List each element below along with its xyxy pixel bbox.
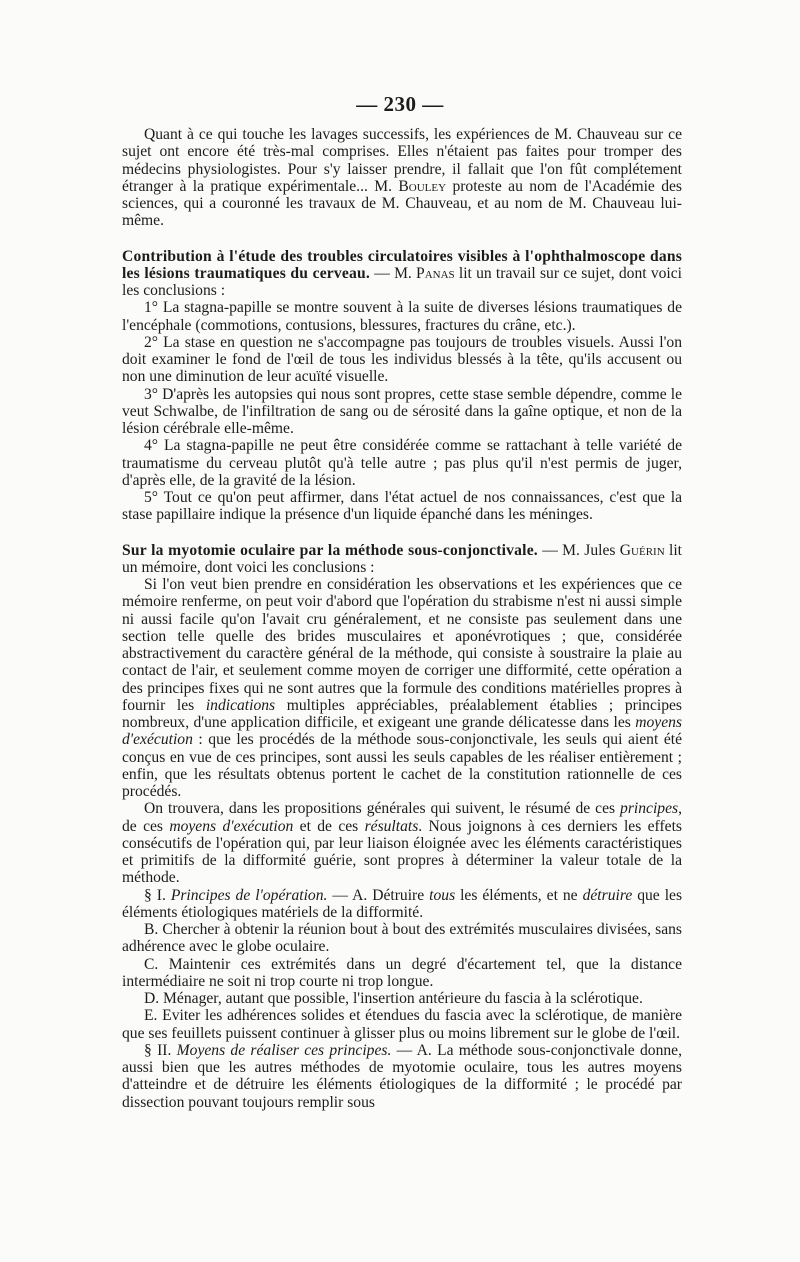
means-section-mark: § II. [144, 1041, 177, 1059]
intro-text-start: Quant à ce qui touche les lavages successifs, les expériences de M. Chauveau sur ce sujet ont encore été très-mal comprises. Elles n'étaient pas faites pour tromper des médecins physiologistes. Pour s'y laisser prendre, il fallait que l'on fût complétement étranger à la pratique expérimentale... M. [122, 126, 682, 195]
means-paragraph [122, 1042, 682, 1111]
section-1-intro: lit un travail sur ce sujet, dont voici les conclusions : [122, 264, 683, 299]
section-2-title: Sur la myotomie oculaire par la méthode sous-conjonctivale. [122, 541, 538, 559]
memoir-p2-emphasis-2: moyens d'exécution [169, 817, 294, 835]
memoir-p2-emphasis-3: résultats [364, 817, 419, 835]
memoir-p2-text-b: , de ces [122, 800, 682, 835]
memoir-p2-text-a: On trouvera, dans les propositions générales qui suivent, le résumé de ces [144, 800, 621, 818]
intro-paragraph [122, 126, 682, 230]
section-2-intro: lit un mémoire, dont voici les conclusions : [122, 541, 683, 576]
memoir-p1-text-b: multiples appréciables, préalablement établies ; principes nombreux, d'une application difficile, et exigeant une grande délicatesse dans les [122, 696, 682, 731]
principle-b: B. Chercher à obtenir la réunion bout à bout des extrémités musculaires divisées, sans adhérence avec le globe oculaire. [122, 921, 682, 956]
author-name-bouley: Bouley [398, 177, 447, 195]
page-text [122, 126, 682, 1111]
memoir-paragraph-1 [122, 576, 682, 800]
conclusion-5: 5° Tout ce qu'on peut affirmer, dans l'état actuel de nos connaissances, c'est que la stase papillaire indique la présence d'un liquide épanché dans les méninges. [122, 489, 682, 524]
principles-text-b: les éléments, et ne [455, 886, 583, 904]
principles-heading: Principes de l'opération. [170, 886, 328, 904]
memoir-paragraph-2 [122, 800, 682, 886]
memoir-p2-text-d: . Nous joignons à ces derniers les effets consécutifs de l'opération qui, par leur liaison éloignée avec les éléments caractéristiques et primitifs de la difformité guérie, sont propres à déterminer la valeur totale de la méthode. [122, 817, 682, 887]
memoir-p1-text-c: : que les procédés de la méthode sous-conjonctivale, les seuls qui aient été conçus en vue de ces principes, sont aussi les seuls capables de les réaliser entièrement ; enfin, que les résultats obtenus portent le cachet de la constitution rationnelle de ces procédés. [122, 731, 682, 800]
conclusion-2: 2° La stase en question ne s'accompagne pas toujours de troubles visuels. Aussi l'on doit examiner le fond de l'œil de tous les individus blessés à la tête, qu'ils accusent ou non une diminution de leur acuïté visuelle. [122, 333, 682, 386]
principles-emphasis-detruire: détruire [582, 886, 633, 904]
conclusion-1: 1° La stagna-papille se montre souvent à la suite de diverses lésions traumatiques de l'encéphale (commotions, contusions, blessures, fractures du crâne, etc.). [122, 299, 682, 334]
page-number: — 230 — [356, 92, 444, 116]
principle-d: D. Ménager, autant que possible, l'insertion antérieure du fascia à la sclérotique. [144, 990, 643, 1007]
memoir-p1-emphasis-2: moyens d'exécution [122, 714, 682, 749]
memoir-p2-text-c: et de ces [293, 817, 365, 835]
intro-text-end: proteste au nom de l'Académie des sciences, qui a couronné les travaux de M. Chauveau, et au nom de M. Chauveau lui-même. [122, 177, 682, 230]
section-1-title: Contribution à l'étude des troubles circulatoires visibles à l'ophthalmoscope dans les lésions traumatiques du cerveau. [122, 247, 682, 282]
conclusion-3: 3° D'après les autopsies qui nous sont propres, cette stase semble dépendre, comme le veut Schwalbe, de l'infiltration de sang ou de sérosité dans la gaîne optique, et non de la lésion cérébrale elle-même. [122, 385, 682, 437]
memoir-p1-text-a: Si l'on veut bien prendre en considération les observations et les expériences que ce mémoire renferme, on peut voir d'abord que l'opération du strabisme n'est ni aussi simple ni aussi facile qu'on l'avait cru généralement, et ne consiste pas seulement dans une section telle quelle des brides musculaires et aponévrotiques ; que, considérée abstractivement du caractère général de la méthode, qui consiste à soustraire la plaie au contact de l'air, et seulement comme moyen de corriger une difformité, cette opération a des principes fixes qui ne sont autres que la formule des conditions matérielles propres à fournir les [122, 576, 682, 714]
principle-c: C. Maintenir ces extrémités dans un degré d'écartement tel, que la distance intermédiaire ne soit ni trop courte ni trop longue. [122, 955, 682, 990]
section-1-heading-paragraph [122, 248, 682, 300]
principle-e: E. Eviter les adhérences solides et étendues du fascia avec la sclérotique, de manière que ses feuillets puissent continuer à glisser plus ou moins librement sur le globe de l'œil. [122, 1007, 682, 1042]
memoir-p2-emphasis-1: principes [620, 800, 679, 818]
principles-paragraph [122, 887, 682, 922]
principles-text-c: que les éléments étiologiques matériels de la difformité. [122, 886, 683, 921]
section-2-heading-paragraph [122, 542, 682, 577]
principles-text-a: — A. Détruire [327, 886, 430, 904]
section-2-dash: — M. Jules [537, 541, 620, 559]
author-name-panas: Panas [416, 264, 455, 282]
section-1-dash: — M. [370, 264, 417, 282]
means-text: — A. La méthode sous-conjonctivale donne, aussi bien que les autres méthodes de myotomie oculaire, tous les autres moyens d'atteindre et de détruire les éléments étiologiques de la difformité ; le procédé par dissection pouvant toujours remplir sous [122, 1041, 682, 1111]
author-name-guerin: Guérin [619, 541, 665, 559]
memoir-p1-emphasis-1: indications [205, 696, 276, 714]
principles-emphasis-tous: tous [429, 886, 456, 904]
conclusion-4: 4° La stagna-papille ne peut être considérée comme se rattachant à telle variété de traumatisme du cerveau plutôt qu'à telle autre ; pas plus qu'il n'est permis de juger, d'après elle, de la gravité de la lésion. [122, 437, 682, 489]
principles-section-mark: § I. [144, 886, 171, 904]
means-heading: Moyens de réaliser ces principes. [176, 1041, 392, 1059]
